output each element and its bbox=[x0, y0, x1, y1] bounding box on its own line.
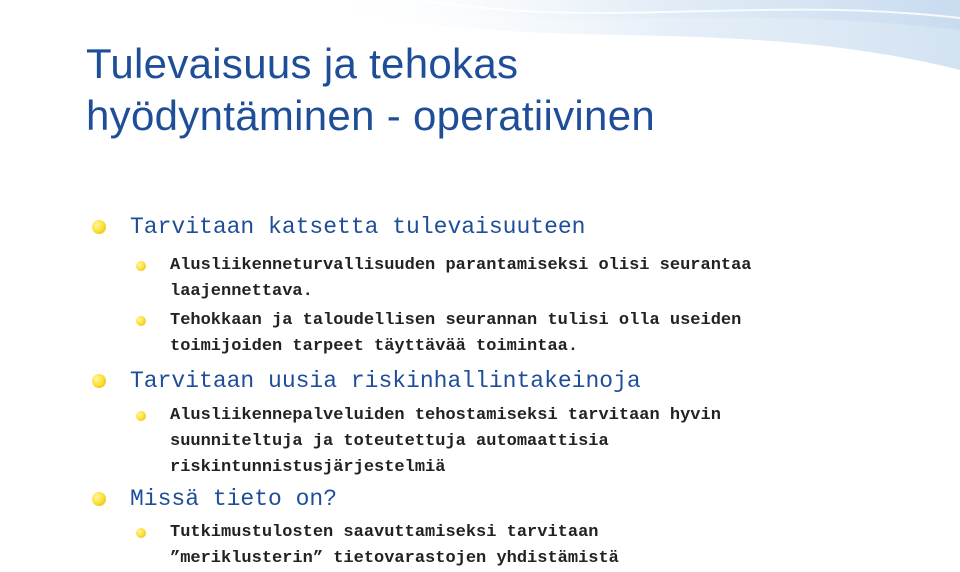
sub-bullet-item-3-1 bbox=[170, 520, 619, 572]
bullet-item-3-text: Missä tieto on? bbox=[130, 486, 338, 512]
slide-title-line-1: Tulevaisuus ja tehokas bbox=[86, 40, 519, 87]
sub-bullet-item-2-1 bbox=[170, 403, 721, 481]
slide-title bbox=[86, 38, 655, 142]
sub-bullet-item-2-1-line-3: riskintunnistusjärjestelmiä bbox=[170, 458, 446, 477]
bullet-item-1-text: Tarvitaan katsetta tulevaisuuteen bbox=[130, 214, 586, 240]
sub-bullet-item-3-1-line-1: Tutkimustulosten saavuttamiseksi tarvitaan bbox=[170, 523, 599, 542]
bullet-item-3 bbox=[130, 484, 337, 514]
sub-bullet-item-2-1-line-1: Alusliikennepalveluiden tehostamiseksi tarvitaan hyvin bbox=[170, 406, 721, 425]
sub-bullet-item-3-1-line-2: ”meriklusterin” tietovarastojen yhdistämistä bbox=[170, 549, 619, 568]
sub-bullet-dot-icon bbox=[136, 528, 146, 538]
sub-bullet-item-1-1-line-2: laajennettava. bbox=[170, 282, 313, 301]
sub-bullet-dot-icon bbox=[136, 411, 146, 421]
sub-bullet-dot-icon bbox=[136, 261, 146, 271]
bullet-dot-icon bbox=[92, 492, 106, 506]
sub-bullet-item-1-2-line-1: Tehokkaan ja taloudellisen seurannan tulisi olla useiden bbox=[170, 311, 742, 330]
sub-bullet-dot-icon bbox=[136, 316, 146, 326]
bullet-item-1 bbox=[130, 212, 585, 242]
slide-title-line-2: hyödyntäminen - operatiivinen bbox=[86, 92, 656, 139]
sub-bullet-item-1-2 bbox=[170, 308, 741, 360]
sub-bullet-item-1-2-line-2: toimijoiden tarpeet täyttävää toimintaa. bbox=[170, 337, 579, 356]
sub-bullet-item-1-1-line-1: Alusliikenneturvallisuuden parantamiseksi olisi seurantaa bbox=[170, 256, 752, 275]
sub-bullet-item-2-1-line-2: suunniteltuja ja toteutettuja automaattisia bbox=[170, 432, 609, 451]
sub-bullet-item-1-1 bbox=[170, 253, 752, 305]
bullet-item-2 bbox=[130, 366, 641, 396]
bullet-item-2-text: Tarvitaan uusia riskinhallintakeinoja bbox=[130, 368, 641, 394]
bullet-dot-icon bbox=[92, 374, 106, 388]
bullet-dot-icon bbox=[92, 220, 106, 234]
